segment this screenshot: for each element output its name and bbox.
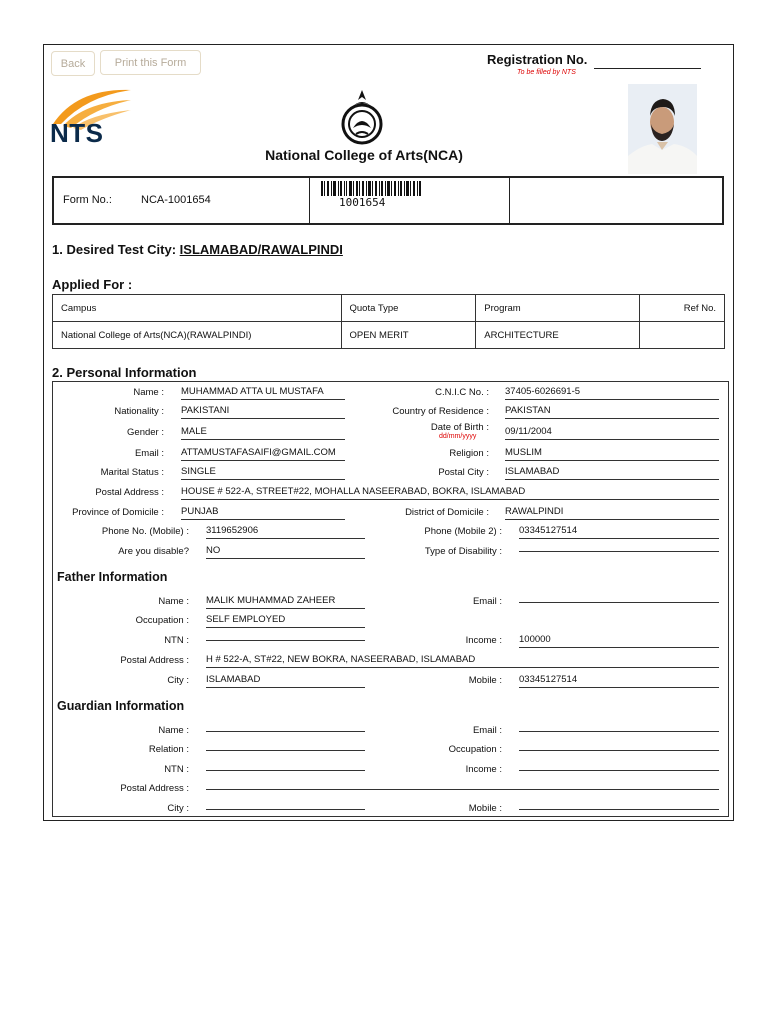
applied-for-heading: Applied For : [52, 277, 133, 292]
guardian-income-label: Income : [465, 764, 502, 775]
cnic-label: C.N.I.C No. : [435, 387, 489, 398]
father-name-value: MALIK MUHAMMAD ZAHEER [206, 595, 365, 609]
name-label: Name : [133, 387, 164, 398]
gender-label: Gender : [127, 427, 164, 438]
postal-address-label: Postal Address : [95, 487, 164, 498]
registration-note: To be filled by NTS [517, 69, 576, 76]
table-header-cell: Quota Type [341, 295, 476, 322]
guardian-income-value [519, 757, 719, 771]
disable-value: NO [206, 545, 365, 559]
email-value: ATTAMUSTAFASAIFI@GMAIL.COM [181, 447, 345, 461]
table-header-cell: Campus [53, 295, 342, 322]
test-city-heading: 1. Desired Test City: ISLAMABAD/RAWALPINDI [52, 242, 343, 257]
dob-value: 09/11/2004 [505, 426, 719, 440]
form-number-value: NCA-1001654 [141, 194, 211, 206]
applied-for-table [52, 294, 725, 349]
table-header-cell: Ref No. [640, 295, 725, 322]
table-header-cell: Program [476, 295, 640, 322]
guardian-address-label: Postal Address : [120, 783, 189, 794]
personal-info-heading: 2. Personal Information [52, 365, 197, 380]
guardian-city-value [206, 796, 365, 810]
guardian-city-label: City : [167, 803, 189, 814]
disable-label: Are you disable? [118, 546, 189, 557]
table-cell: National College of Arts(NCA)(RAWALPINDI) [53, 322, 342, 349]
email-label: Email : [134, 448, 164, 459]
nts-logo-text: NTS [50, 118, 104, 148]
father-occupation-label: Occupation : [135, 615, 189, 626]
name-value: MUHAMMAD ATTA UL MUSTAFA [181, 386, 345, 400]
father-name-label: Name : [158, 596, 189, 607]
form-number-box [52, 176, 724, 225]
table-cell [640, 322, 725, 349]
district-label: District of Domicile : [405, 507, 489, 518]
registration-line [594, 68, 701, 69]
father-ntn-value [206, 627, 365, 641]
marital-status-label: Marital Status : [100, 467, 164, 478]
father-occupation-value: SELF EMPLOYED [206, 614, 365, 628]
father-income-label: Income : [465, 635, 502, 646]
guardian-ntn-label: NTN : [164, 764, 189, 775]
father-mobile-value: 03345127514 [519, 674, 719, 688]
marital-status-value: SINGLE [181, 466, 345, 480]
guardian-name-label: Name : [158, 725, 189, 736]
father-city-value: ISLAMABAD [206, 674, 365, 688]
form-number-label: Form No.: [63, 194, 112, 206]
disability-type-label: Type of Disability : [424, 546, 502, 557]
nca-seal-icon [339, 88, 385, 146]
guardian-mobile-value [519, 796, 719, 810]
postal-address-value: HOUSE # 522-A, STREET#22, MOHALLA NASEERABAD, BOKRA, ISLAMABAD [181, 486, 719, 500]
province-value: PUNJAB [181, 506, 345, 520]
residence-value: PAKISTAN [505, 405, 719, 419]
guardian-mobile-label: Mobile : [468, 803, 502, 814]
test-city-value: ISLAMABAD/RAWALPINDI [179, 242, 343, 257]
religion-label: Religion : [449, 448, 489, 459]
phone-label: Phone No. (Mobile) : [101, 526, 189, 537]
religion-value: MUSLIM [505, 447, 719, 461]
table-header-row [53, 295, 725, 322]
district-value: RAWALPINDI [505, 506, 719, 520]
table-row [53, 322, 725, 349]
father-income-value: 100000 [519, 634, 719, 648]
father-city-label: City : [167, 675, 189, 686]
institution-title: National College of Arts(NCA) [265, 147, 463, 163]
father-email-value [519, 589, 719, 603]
table-cell: ARCHITECTURE [476, 322, 640, 349]
guardian-occupation-label: Occupation : [448, 744, 502, 755]
dob-label: Date of Birth : [430, 422, 489, 433]
phone2-value: 03345127514 [519, 525, 719, 539]
barcode-number: 1001654 [339, 196, 386, 209]
father-address-label: Postal Address : [120, 655, 189, 666]
print-form-button[interactable]: Print this Form [100, 50, 201, 75]
nationality-value: PAKISTANI [181, 405, 345, 419]
guardian-relation-value [206, 737, 365, 751]
guardian-occupation-value [519, 737, 719, 751]
father-address-value: H # 522-A, ST#22, NEW BOKRA, NASEERABAD, ISLAMABAD [206, 654, 719, 668]
postal-city-value: ISLAMABAD [505, 466, 719, 480]
guardian-address-value [206, 776, 719, 790]
postal-city-label: Postal City : [438, 467, 489, 478]
barcode-icon [321, 181, 421, 196]
registration-label: Registration No. [487, 52, 588, 67]
guardian-name-value [206, 718, 365, 732]
guardian-email-value [519, 718, 719, 732]
dob-format-note: dd/mm/yyyy [439, 433, 477, 440]
guardian-email-label: Email : [472, 725, 502, 736]
disability-type-value [519, 538, 719, 552]
province-label: Province of Domicile : [72, 507, 164, 518]
residence-label: Country of Residence : [392, 406, 489, 417]
table-cell: OPEN MERIT [341, 322, 476, 349]
guardian-relation-label: Relation : [148, 744, 189, 755]
father-ntn-label: NTN : [164, 635, 189, 646]
gender-value: MALE [181, 426, 345, 440]
guardian-ntn-value [206, 757, 365, 771]
father-email-label: Email : [472, 596, 502, 607]
guardian-info-heading: Guardian Information [57, 699, 185, 713]
cnic-value: 37405-6026691-5 [505, 386, 719, 400]
nationality-label: Nationality : [114, 406, 164, 417]
phone2-label: Phone (Mobile 2) : [424, 526, 502, 537]
back-button[interactable]: Back [51, 51, 95, 76]
father-mobile-label: Mobile : [468, 675, 502, 686]
phone-value: 3119652906 [206, 525, 365, 539]
father-info-heading: Father Information [57, 570, 168, 584]
